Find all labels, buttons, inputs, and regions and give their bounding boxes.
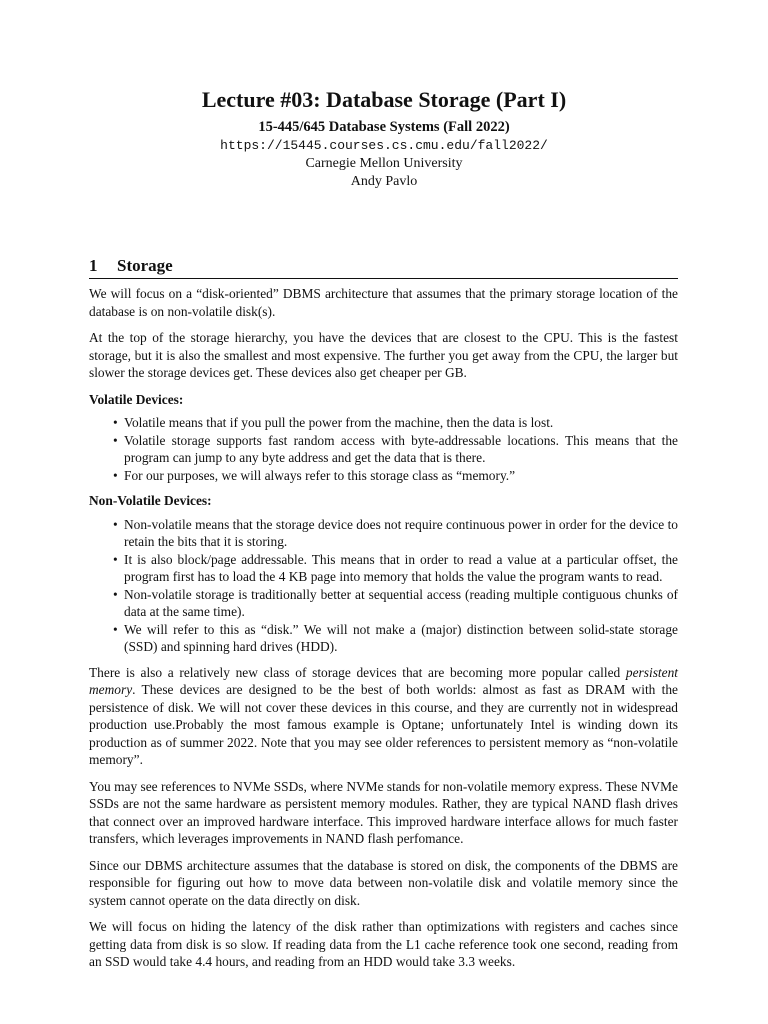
list-item: • Volatile means that if you pull the power from the machine, then the data is lost. — [124, 414, 678, 432]
nonvolatile-devices-list — [89, 516, 678, 656]
paragraph-latency: We will focus on hiding the latency of the disk rather than optimizations with registers and caches since getting data from disk is so slow. If reading data from the L1 cache reference took one second, reading from an SSD would take 4.4 hours, and reading from an HDD would take 3.3 weeks. — [89, 919, 678, 969]
course-url[interactable]: https://15445.courses.cs.cmu.edu/fall2022/ — [220, 138, 548, 153]
emphasized-term: persistent memory — [89, 664, 678, 697]
list-item: • Volatile storage supports fast random access with byte-addressable locations. This means that the program can jump to any byte address and get the data that is there. — [124, 432, 678, 467]
lecture-title: Lecture #03: Database Storage (Part I) — [201, 87, 567, 112]
list-item: • For our purposes, we will always refer to this storage class as “memory.” — [124, 467, 678, 485]
nonvolatile-devices-heading: Non-Volatile Devices: — [89, 493, 212, 508]
section-title: Storage — [117, 256, 173, 275]
paragraph-text: There is also a relatively new class of storage devices that are becoming more popular called — [89, 664, 626, 680]
list-item: • It is also block/page addressable. This means that in order to read a value at a particular offset, the program first has to load the 4 KB page into memory that holds the value the program wants to read. — [124, 551, 678, 586]
list-item: • We will refer to this as “disk.” We will not make a (major) distinction between solid-state storage (SSD) and spinning hard drives (HDD). — [124, 621, 678, 656]
document-body — [89, 255, 678, 980]
section-number: 1 — [89, 256, 98, 275]
paragraph-text: . These devices are designed to be the best of both worlds: almost as fast as DRAM with the persistence of disk. We will not cover these devices in this course, and they are currently not in widespread production use.Probably the most famous example is Optane; unfortunately Intel is winding down its production as of summer 2022. Note that you may see older references to persistent memory as “non-volatile memory”. — [89, 682, 678, 767]
volatile-devices-heading: Volatile Devices: — [89, 391, 184, 407]
document-header — [0, 86, 768, 191]
paragraph-hierarchy: At the top of the storage hierarchy, you have the devices that are closest to the CPU. This is the fastest storage, but it is also the smallest and most expensive. The further you get away from the CPU, the larger but slower the storage devices get. These devices also get cheaper per GB. — [89, 330, 678, 380]
paragraph-nvme: You may see references to NVMe SSDs, where NVMe stands for non-volatile memory express. These NVMe SSDs are not the same hardware as persistent memory modules. Rather, they are typical NAND flash drives that connect over an improved hardware interface. This improved hardware interface allows for much faster transfers, which leverages improvements in NAND flash perfomance. — [89, 778, 678, 846]
course-name: 15-445/645 Database Systems (Fall 2022) — [258, 119, 510, 135]
paragraph-intro: We will focus on a “disk-oriented” DBMS architecture that assumes that the primary storage location of the database is on non-volatile disk(s). — [89, 286, 678, 319]
paragraph-persistent-memory — [89, 664, 678, 769]
list-item: • Non-volatile storage is traditionally better at sequential access (reading multiple contiguous chunks of data at the same time). — [124, 586, 678, 621]
paragraph-dbms-architecture: Since our DBMS architecture assumes that the database is stored on disk, the components of the DBMS are responsible for figuring out how to move data between non-volatile disk and volatile memory since the system cannot operate on the data directly on disk. — [89, 857, 678, 908]
list-item: • Non-volatile means that the storage device does not require continuous power in order for the device to retain the bits that it is storing. — [124, 516, 678, 551]
university-name: Carnegie Mellon University — [305, 156, 463, 171]
volatile-devices-list — [89, 414, 678, 484]
author-name: Andy Pavlo — [350, 174, 418, 189]
section-heading — [89, 255, 678, 279]
